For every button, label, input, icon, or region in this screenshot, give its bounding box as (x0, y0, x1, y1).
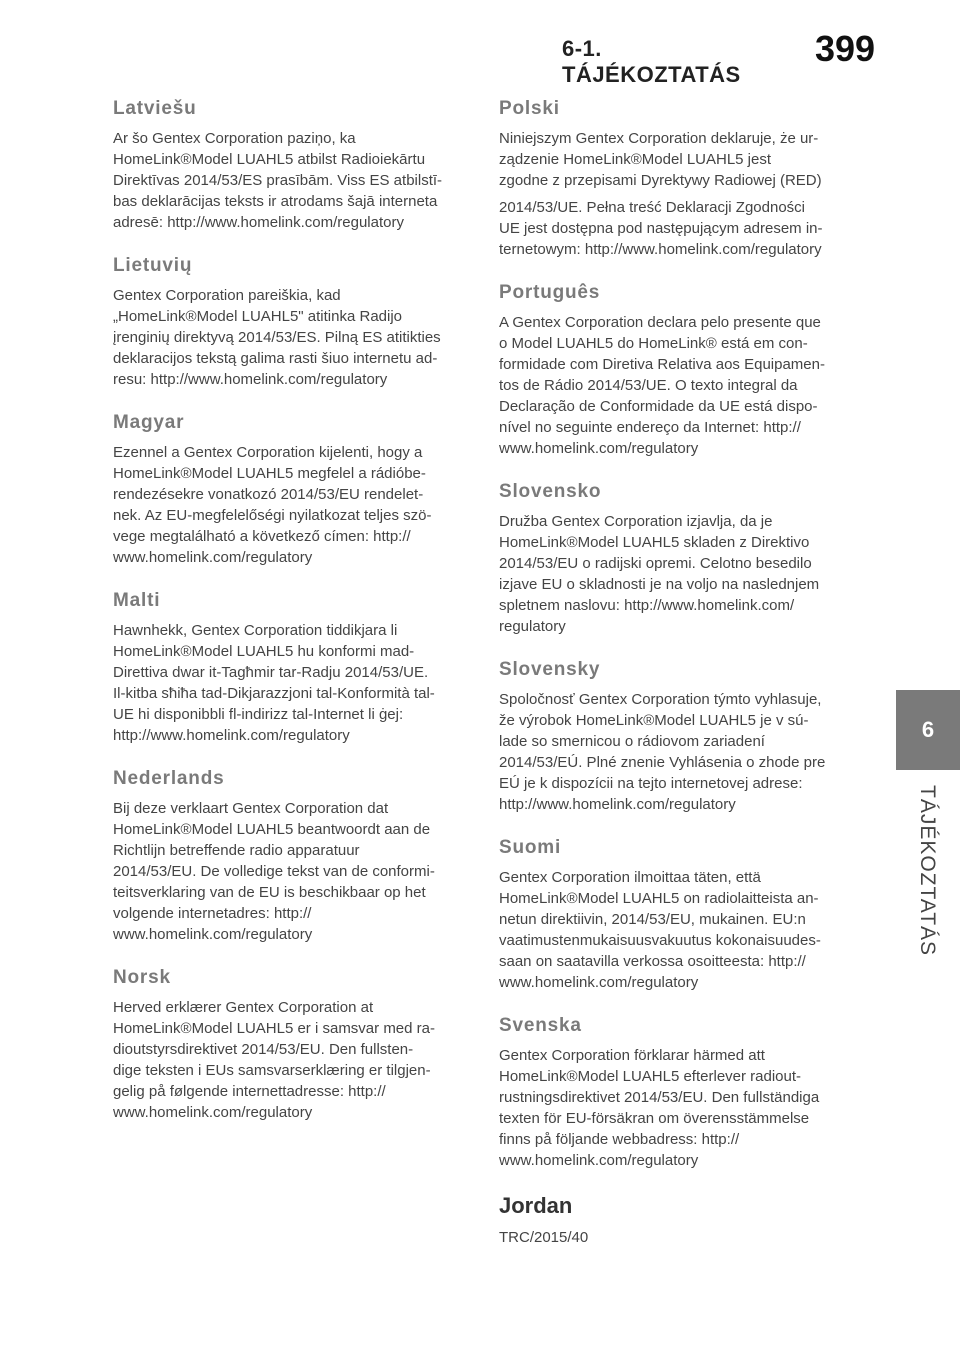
section-heading: Nederlands (113, 768, 225, 789)
section-heading: Norsk (113, 967, 171, 988)
chapter-label: TÁJÉKOZTATÁS (916, 785, 939, 957)
section-heading: Svenska (499, 1015, 582, 1036)
section-heading: Português (499, 282, 601, 303)
section-heading: Latviešu (113, 98, 197, 119)
section-paragraph: 2014/53/UE. Pełna treść Deklaracji Zgodności UE jest dostępna pod następującym adresem in- ternetowym: http://www.homelink.com/regulatory (499, 199, 823, 258)
section-heading: Malti (113, 590, 161, 611)
section-paragraph: Družba Gentex Corporation izjavlja, da je HomeLink®Model LUAHL5 skladen z Direktivo 2014/53/EU o radijski opremi. Celotno besedilo izjave EU o skladnosti je na voljo na naslednjem spletnem naslovu: http://www.homelink.com/ regulatory (499, 513, 820, 635)
language-section (499, 282, 849, 459)
language-section (113, 590, 463, 746)
section-heading: Suomi (499, 837, 562, 858)
language-section (113, 412, 463, 568)
section-heading: Jordan (499, 1193, 573, 1218)
section-paragraph: Spoločnosť Gentex Corporation týmto vyhlasuje, že výrobok HomeLink®Model LUAHL5 je v sú- lade so smernicou o rádiovom zariadení 2014/53/EÚ. Plné znenie Vyhlásenia o zhode pre EÚ je k dispozícii na tejto internetovej adrese: http://www.homelink.com/regulatory (499, 691, 826, 813)
page-number: 399 (815, 28, 876, 69)
section-heading: Slovensko (499, 481, 602, 502)
section-paragraph: Bij deze verklaart Gentex Corporation dat HomeLink®Model LUAHL5 beantwoordt aan de Richtlijn betreffende radio apparatuur 2014/53/EU. De volledige tekst van de conformi- teitsverklaring van de EU is beschikbaar op het volgende internetadres: http:// www.homelink.com/regulatory (113, 800, 435, 943)
right-column (499, 98, 849, 1270)
section-paragraph: A Gentex Corporation declara pelo presente que o Model LUAHL5 do HomeLink® está em con- formidade com Diretiva Relativa aos Equipamen- tos de Rádio 2014/53/UE. O texto integral da Declaração de Conformidade da UE está dispo- nível no seguinte endereço da Internet: http:// www.homelink.com/regulatory (499, 314, 825, 457)
section-text: TRC/2015/40 (499, 1229, 589, 1246)
chapter-tab: 6 (896, 690, 960, 770)
language-section (499, 481, 849, 637)
language-section (113, 98, 463, 233)
section-heading: Polski (499, 98, 560, 119)
section-heading: Slovensky (499, 659, 601, 680)
section-jordan (499, 1193, 849, 1248)
section-paragraph: Herved erklærer Gentex Corporation at HomeLink®Model LUAHL5 er i samsvar med ra- dioutstyrsdirektivet 2014/53/EU. Den fullsten- dige teksten i EUs samsvarserklæring er tilgjen- gelig på følgende internettadresse: http:// www.homelink.com/regulatory (113, 999, 435, 1121)
language-section (113, 255, 463, 390)
language-section (499, 659, 849, 815)
page-header-title: 6-1. TÁJÉKOZTATÁS (562, 36, 741, 87)
section-paragraph: Niniejszym Gentex Corporation deklaruje, że ur- ządzenie HomeLink®Model LUAHL5 jest zgodne z przepisami Dyrektywy Radiowej (RED) (499, 130, 822, 189)
section-paragraph: Ar šo Gentex Corporation paziņo, ka HomeLink®Model LUAHL5 atbilst Radioiekārtu Direktīvas 2014/53/ES prasībām. Viss ES atbilstī- bas deklarācijas teksts ir atrodams šajā interneta adresē: http://www.homelink.com/regulatory (113, 130, 443, 231)
left-column (113, 98, 463, 1145)
section-paragraph: Gentex Corporation ilmoittaa täten, että HomeLink®Model LUAHL5 on radiolaitteista an- netun direktiivin, 2014/53/EU, mukainen. EU:n vaatimustenmukaisuusvakuutus kokonaisuudes- saan on saatavilla verkossa osoitteesta: http:// www.homelink.com/regulatory (499, 869, 821, 991)
section-paragraph: Hawnhekk, Gentex Corporation tiddikjara li HomeLink®Model LUAHL5 hu konformi mad- Direttiva dwar it-Tagħmir tar-Radju 2014/53/UE. Il-kitba sħiħa tad-Dikjarazzjoni tal-Konformità tal- UE hi disponibbli fl-indirizz tal-Internet li ġej: http://www.homelink.com/regulatory (113, 622, 435, 744)
language-section (499, 98, 849, 260)
language-section (499, 1015, 849, 1171)
section-paragraph: Ezennel a Gentex Corporation kijelenti, hogy a HomeLink®Model LUAHL5 megfelel a rádióbe- rendezésekre vonatkozó 2014/53/EU rendelet- nek. Az EU-megfelelőségi nyilatkozat teljes szö- vege megtalálható a következő címen: http:// www.homelink.com/regulatory (113, 444, 432, 566)
language-section (113, 967, 463, 1123)
language-section (499, 837, 849, 993)
section-paragraph: Gentex Corporation pareiškia, kad „HomeLink®Model LUAHL5" atitinka Radijo įrenginių direktyvą 2014/53/ES. Pilną ES atitikties deklaracijos tekstą galima rasti šiuo internetu ad- resu: http://www.homelink.com/regulatory (113, 287, 441, 388)
language-section (113, 768, 463, 945)
section-paragraph: Gentex Corporation förklarar härmed att HomeLink®Model LUAHL5 efterlever radiout- rustningsdirektivet 2014/53/EU. Den fullständiga texten för EU-försäkran om överensstämmelse finns på följande webbadress: http:// www.homelink.com/regulatory (499, 1047, 820, 1169)
section-heading: Magyar (113, 412, 185, 433)
section-heading: Lietuvių (113, 255, 193, 276)
